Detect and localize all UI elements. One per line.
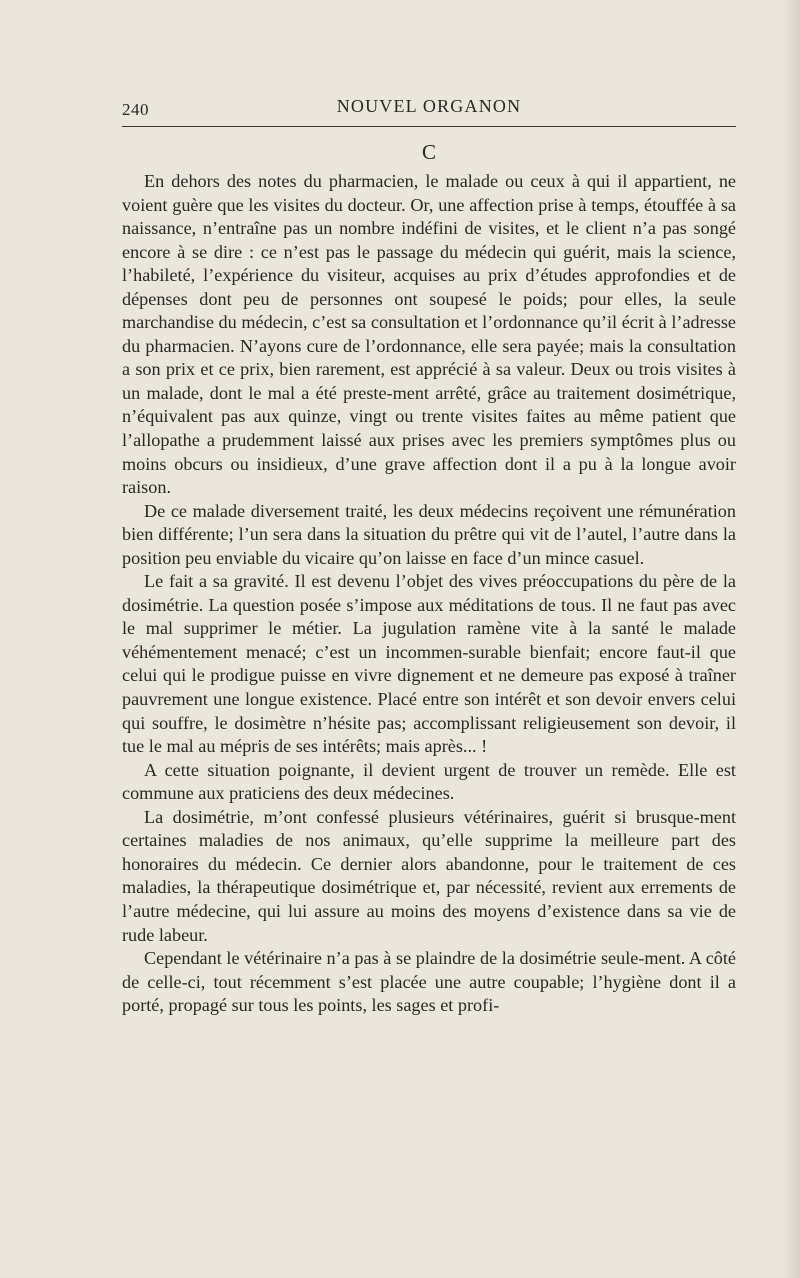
paragraph: Cependant le vétérinaire n’a pas à se plaindre de la dosimétrie seule-ment. A côté de celle-ci, tout récemment s’est placée une autre coupable; l’hygiène dont il a porté, propagé sur tous les points, les sages et profi- — [122, 948, 736, 1016]
page-number: 240 — [122, 100, 149, 119]
page-header — [122, 96, 736, 124]
section-letter: C — [421, 140, 436, 164]
page-edge-shadow — [782, 0, 800, 1278]
header-rule — [122, 126, 736, 127]
paragraph: En dehors des notes du pharmacien, le malade ou ceux à qui il appartient, ne voient guère que les visites du docteur. Or, une affection prise à temps, étouffée à sa naissance, n’entraîne pas un nombre indéfini de visites, et le client n’a pas songé encore à se dire : ce n’est pas le passage du médecin qui guérit, mais la science, l’habileté, l’expérience du visiteur, acquises au prix d’études approfondies et de dépenses dont peu de personnes ont soupesé le poids; pour elles, la seule marchandise du médecin, c’est sa consultation et l’ordonnance qu’il écrit à l’adresse du pharmacien. N’ayons cure de l’ordonnance, elle sera payée; mais la consultation a son prix et ce prix, bien rarement, est apprécié à sa valeur. Deux ou trois visites à un malade, dont le mal a été preste-ment arrêté, grâce au traitement dosimétrique, n’équivalent pas aux quinze, vingt ou trente visites faites au même patient que l’allopathe a prudemment laissé aux prises avec les premiers symptômes plus ou moins obcurs ou insidieux, d’une grave affection dont il a pu à la longue avoir raison. — [122, 171, 736, 498]
paragraph: La dosimétrie, m’ont confessé plusieurs vétérinaires, guérit si brusque-ment certaines maladies de nos animaux, qu’elle supprime la meilleure part des honoraires du médecin. Ce dernier alors abandonne, pour le traitement de ces maladies, la thérapeutique dosimétrique et, par nécessité, revient aux errements de l’autre médecine, qui lui assure au moins des moyens d’existence dans sa vie de rude labeur. — [122, 806, 736, 945]
paragraph: De ce malade diversement traité, les deux médecins reçoivent une rémunération bien différente; l’un sera dans la situation du prêtre qui vit de l’autel, l’autre dans la position peu enviable du vicaire qu’on laisse en face d’un mince casuel. — [122, 500, 736, 568]
running-title: NOUVEL ORGANON — [336, 96, 522, 116]
paragraph: A cette situation poignante, il devient urgent de trouver un remède. Elle est commune aux praticiens des deux médecines. — [122, 759, 736, 804]
paragraph: Le fait a sa gravité. Il est devenu l’objet des vives préoccupations du père de la dosimétrie. La question posée s’impose aux méditations de tous. Il ne faut pas avec le mal supprimer le métier. La jugulation ramène vite à la santé le malade véhémentement menacé; c’est un incommen-surable bienfait; encore faut-il que celui qui le prodigue puisse en vivre dignement et ne demeure pas exposé à traîner pauvrement une longue existence. Placé entre son intérêt et son devoir envers celui qui souffre, le dosimètre n’hésite pas; accomplissant religieusement son devoir, il tue le mal au mépris de ses intérêts; mais après... ! — [122, 571, 736, 757]
body-text — [122, 170, 736, 1018]
